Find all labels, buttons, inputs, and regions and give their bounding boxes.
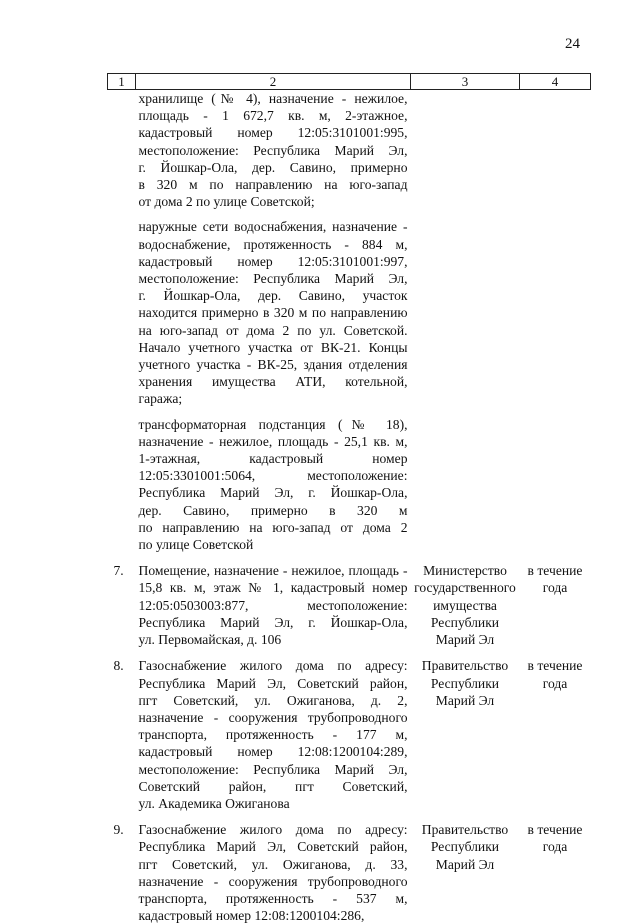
description-line: 12:05:3301001:5064, местоположение:: [139, 467, 408, 484]
description-line: назначение - сооружения трубопроводного: [139, 709, 408, 726]
description-line: хранения имущества АТИ, котельной,: [139, 373, 408, 390]
row-number: 8.: [108, 657, 136, 812]
description-line: площадь - 1 672,7 кв. м, 2-этажное,: [139, 107, 408, 124]
row-term: [520, 562, 591, 648]
table-row: [108, 562, 591, 648]
description-line: г. Йошкар-Ола, дер. Савино, примерно: [139, 159, 408, 176]
description-line: назначение - сооружения трубопроводного: [139, 873, 408, 890]
description-line: Республика Марий Эл, Советский район,: [139, 675, 408, 692]
organization-line: государственного: [411, 579, 520, 596]
description-line: 1-этажная, кадастровый номер: [139, 450, 408, 467]
column-header-2: 2: [136, 74, 411, 90]
organization-line: Марий Эл: [411, 856, 520, 873]
term-line: года: [520, 838, 591, 855]
description-line: в 320 м по направлению на юго-запад: [139, 176, 408, 193]
description-paragraph: [139, 218, 408, 407]
row-term: [520, 90, 591, 554]
organization-line: Правительство: [411, 821, 520, 838]
term-line: в течение: [520, 562, 591, 579]
description-line: Газоснабжение жилого дома по адресу:: [139, 821, 408, 838]
row-description: [136, 657, 411, 812]
description-line: кадастровый номер 12:05:3101001:997,: [139, 253, 408, 270]
description-line: кадастровый номер 12:08:1200104:289,: [139, 743, 408, 760]
continuation-description: [136, 90, 411, 554]
organization-line: Марий Эл: [411, 631, 520, 648]
row-description: [136, 562, 411, 648]
term-line: года: [520, 675, 591, 692]
objects-table: [107, 73, 591, 924]
description-line: гаража;: [139, 390, 408, 407]
row-description: [136, 821, 411, 924]
continuation-paragraphs: [139, 90, 408, 553]
description-line: транспорта, протяженность - 537 м,: [139, 890, 408, 907]
description-line: местоположение: Республика Марий Эл,: [139, 142, 408, 159]
description-line: местоположение: Республика Марий Эл,: [139, 270, 408, 287]
description-line: трансформаторная подстанция (№ 18),: [139, 416, 408, 433]
row-spacer: [108, 648, 591, 657]
term-line: года: [520, 579, 591, 596]
row-organization: [411, 657, 520, 812]
description-line: Советский район, пгт Советский,: [139, 778, 408, 795]
description-line: 15,8 кв. м, этаж № 1, кадастровый номер: [139, 579, 408, 596]
organization-line: Республики: [411, 675, 520, 692]
description-line: дер. Савино, примерно в 320 м: [139, 502, 408, 519]
column-header-3: 3: [411, 74, 520, 90]
organization-line: Марий Эл: [411, 692, 520, 709]
row-organization: [411, 90, 520, 554]
description-line: учетного участка - ВК-25, здания отделения: [139, 356, 408, 373]
row-organization: [411, 821, 520, 924]
description-line: местоположение: Республика Марий Эл,: [139, 761, 408, 778]
table-header-row: [108, 74, 591, 90]
organization-line: имущества: [411, 597, 520, 614]
column-header-1: 1: [108, 74, 136, 90]
description-line: назначение - нежилое, площадь - 25,1 кв. м,: [139, 433, 408, 450]
description-line: по направлению на юго-запад от дома 2: [139, 519, 408, 536]
continuation-row: [108, 90, 591, 554]
description-line: водоснабжение, протяженность - 884 м,: [139, 236, 408, 253]
row-spacer: [108, 553, 591, 562]
row-spacer: [108, 812, 591, 821]
description-line: Помещение, назначение - нежилое, площадь -: [139, 562, 408, 579]
description-line: от дома 2 по улице Советской;: [139, 193, 408, 210]
description-line: Республика Марий Эл, г. Йошкар-Ола,: [139, 614, 408, 631]
row-number: 7.: [108, 562, 136, 648]
term-line: в течение: [520, 821, 591, 838]
table-row: [108, 821, 591, 924]
table-row: [108, 657, 591, 812]
description-line: Республика Марий Эл, г. Йошкар-Ола,: [139, 484, 408, 501]
description-line: кадастровый номер 12:08:1200104:286,: [139, 907, 408, 924]
description-line: ул. Первомайская, д. 106: [139, 631, 408, 648]
row-number: [108, 90, 136, 554]
table-body: [108, 90, 591, 924]
description-paragraph: [139, 416, 408, 554]
description-line: пгт Советский, ул. Ожиганова, д. 2,: [139, 692, 408, 709]
description-line: 12:05:0503003:877, местоположение:: [139, 597, 408, 614]
description-paragraph: [139, 90, 408, 210]
description-line: находится примерно в 320 м по направлению: [139, 304, 408, 321]
page-number: 24: [565, 36, 580, 53]
description-line: Газоснабжение жилого дома по адресу:: [139, 657, 408, 674]
row-term: [520, 821, 591, 924]
description-line: пгт Советский, ул. Ожиганова, д. 33,: [139, 856, 408, 873]
description-line: Республика Марий Эл, Советский район,: [139, 838, 408, 855]
row-number: 9.: [108, 821, 136, 924]
description-line: по улице Советской: [139, 536, 408, 553]
column-header-4: 4: [520, 74, 591, 90]
description-line: транспорта, протяженность - 177 м,: [139, 726, 408, 743]
description-line: кадастровый номер 12:05:3101001:995,: [139, 124, 408, 141]
term-line: в течение: [520, 657, 591, 674]
description-line: хранилище (№ 4), назначение - нежилое,: [139, 90, 408, 107]
description-line: Начало учетного участка от ВК-21. Концы: [139, 339, 408, 356]
description-line: г. Йошкар-Ола, дер. Савино, участок: [139, 287, 408, 304]
organization-line: Республики: [411, 614, 520, 631]
description-line: ул. Академика Ожиганова: [139, 795, 408, 812]
row-term: [520, 657, 591, 812]
organization-line: Правительство: [411, 657, 520, 674]
organization-line: Республики: [411, 838, 520, 855]
description-line: на юго-запад от дома 2 по ул. Советской.: [139, 322, 408, 339]
description-line: наружные сети водоснабжения, назначение -: [139, 218, 408, 235]
organization-line: Министерство: [411, 562, 520, 579]
row-organization: [411, 562, 520, 648]
